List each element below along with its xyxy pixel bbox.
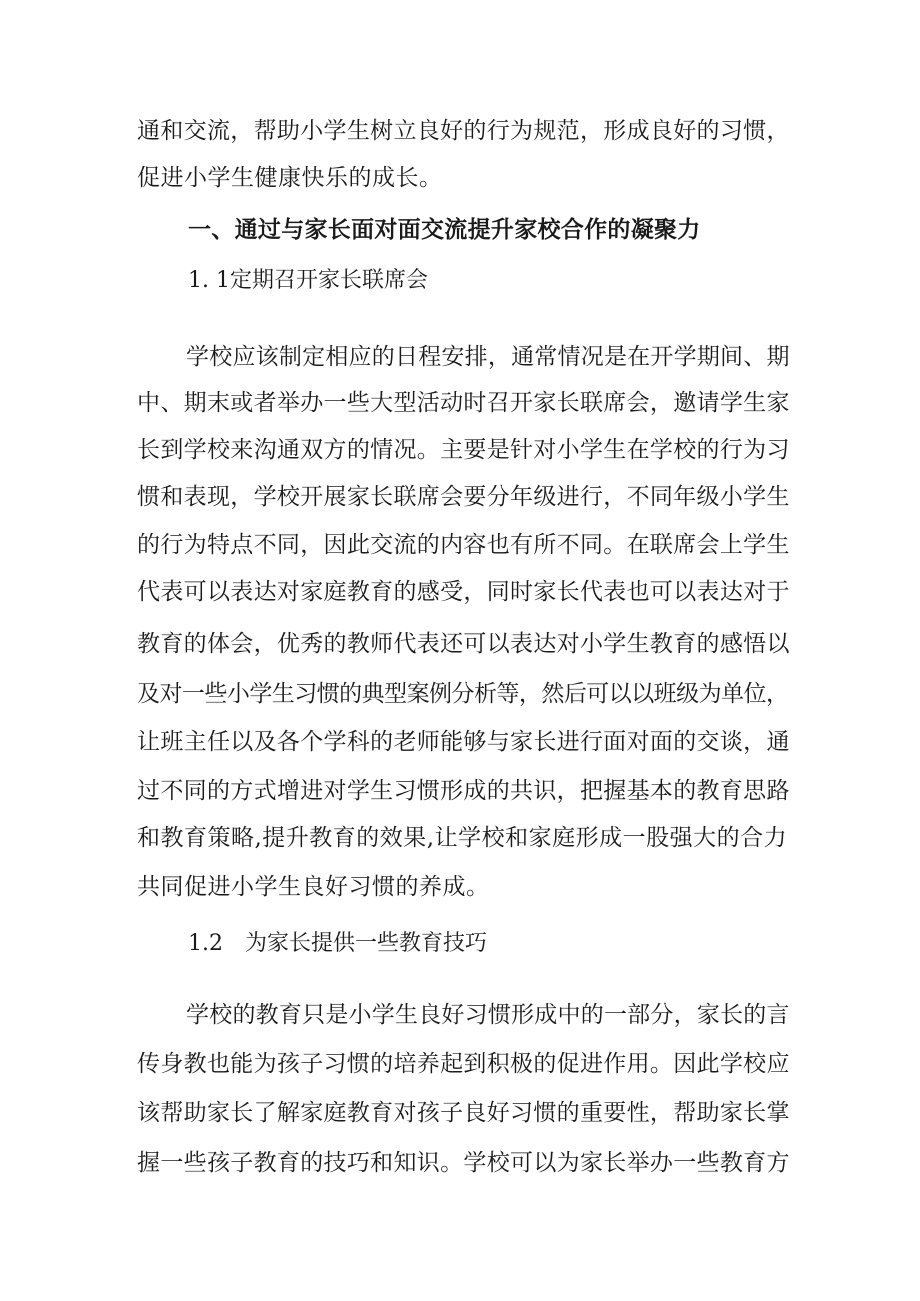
paragraph-2-line: 传身教也能为孩子习惯的培养起到积极的促进作用。因此学校应 — [137, 1051, 790, 1077]
intro-line: 通和交流，帮助小学生树立良好的行为规范，形成良好的习惯， — [137, 118, 790, 144]
paragraph-1-line: 和教育策略,提升教育的效果,让学校和家庭形成一股强大的合力 — [137, 825, 788, 851]
paragraph-1-line: 让班主任以及各个学科的老师能够与家长进行面对面的交谈，通 — [137, 729, 790, 755]
paragraph-1-line: 教育的体会，优秀的教师代表还可以表达对小学生教育的感悟以 — [137, 631, 790, 657]
subsection-heading-2: 1.2 为家长提供一些教育技巧 — [188, 931, 487, 956]
paragraph-2-line: 该帮助家长了解家庭教育对孩子良好习惯的重要性，帮助家长掌 — [137, 1100, 790, 1126]
paragraph-1-line: 共同促进小学生良好习惯的养成。 — [137, 874, 490, 900]
paragraph-1-line: 惯和表现，学校开展家长联席会要分年级进行，不同年级小学生 — [137, 484, 790, 510]
paragraph-2-line: 握一些孩子教育的技巧和知识。学校可以为家长举办一些教育方 — [137, 1150, 790, 1176]
paragraph-2-line: 学校的教育只是小学生良好习惯形成中的一部分，家长的言 — [186, 1002, 790, 1028]
paragraph-1-line: 学校应该制定相应的日程安排，通常情况是在开学期间、期 — [186, 344, 790, 370]
paragraph-1-line: 的行为特点不同，因此交流的内容也有所不同。在联席会上学生 — [137, 532, 790, 558]
paragraph-1-line: 及对一些小学生习惯的典型案例分析等，然后可以以班级为单位， — [137, 681, 789, 707]
section-heading: 一、通过与家长面对面交流提升家校合作的凝聚力 — [188, 217, 701, 243]
intro-line: 促进小学生健康快乐的成长。 — [137, 165, 443, 191]
paragraph-1-line: 代表可以表达对家庭教育的感受，同时家长代表也可以表达对于 — [137, 579, 790, 605]
paragraph-1-line: 中、期末或者举办一些大型活动时召开家长联席会，邀请学生家 — [137, 390, 790, 416]
paragraph-1-line: 过不同的方式增进对学生习惯形成的共识，把握基本的教育思路 — [137, 778, 790, 804]
subsection-heading-1: 1. 1定期召开家长联席会 — [188, 268, 428, 293]
paragraph-1-line: 长到学校来沟通双方的情况。主要是针对小学生在学校的行为习 — [137, 437, 790, 463]
